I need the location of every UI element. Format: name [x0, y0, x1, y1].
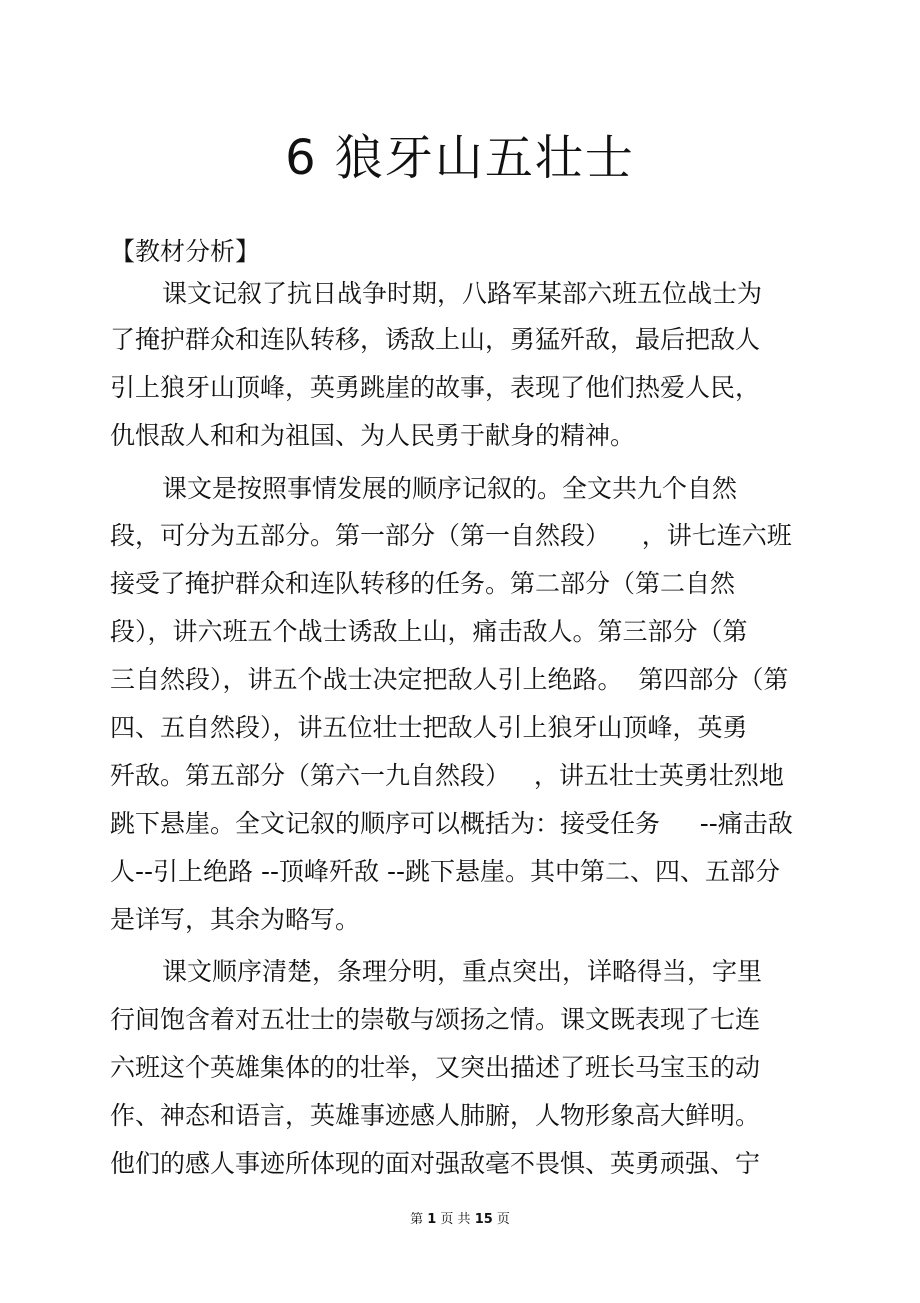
- paragraph-line: 了掩护群众和连队转移，诱敌上山，勇猛歼敌，最后把敌人: [110, 325, 761, 354]
- paragraph-line: 是详写，其余为略写。: [110, 905, 361, 934]
- paragraph-line: 段，可分为五部分。第一部分（第一自然段） ，讲七连六班: [110, 521, 792, 550]
- paragraph-line: 课文记叙了抗日战争时期，八路军某部六班五位战士为: [162, 279, 763, 308]
- current-page-number: 1: [427, 1212, 437, 1227]
- paragraph-line: 歼敌。第五部分（第六一九自然段） ，讲五壮士英勇壮烈地: [110, 761, 784, 790]
- total-pages-number: 15: [474, 1212, 493, 1227]
- paragraph-line: 人--引上绝路 --顶峰歼敌 --跳下悬崖。其中第二、四、五部分: [110, 857, 781, 886]
- section-heading: 【教材分析】: [110, 237, 261, 266]
- paragraph-line: 三自然段），讲五个战士决定把敌人引上绝路。 第四部分（第: [110, 665, 789, 694]
- paragraph-line: 课文顺序清楚，条理分明，重点突出，详略得当，字里: [162, 957, 763, 986]
- paragraph-line: 跳下悬崖。全文记叙的顺序可以概括为：接受任务 --痛击敌: [110, 809, 793, 838]
- footer-middle: 页 共: [440, 1212, 471, 1227]
- paragraph-line: 他们的感人事迹所体现的面对强敌毫不畏惧、英勇顽强、宁: [110, 1149, 761, 1178]
- paragraph-line: 行间饱含着对五壮士的崇敬与颂扬之情。课文既表现了七连: [110, 1005, 761, 1034]
- paragraph-line: 段），讲六班五个战士诱敌上山，痛击敌人。第三部分（第: [110, 617, 748, 646]
- document-title: 6 狼牙山五壮士: [285, 130, 635, 186]
- page-footer: [0, 1210, 920, 1230]
- paragraph-line: 作、神态和语言，英雄事迹感人肺腑，人物形象高大鲜明。: [110, 1101, 761, 1130]
- footer-prefix: 第: [410, 1212, 424, 1227]
- paragraph-line: 六班这个英雄集体的的壮举，又突出描述了班长马宝玉的动: [110, 1053, 761, 1082]
- paragraph-line: 接受了掩护群众和连队转移的任务。第二部分（第二自然: [110, 569, 736, 598]
- paragraph-line: 四、五自然段），讲五位壮士把敌人引上狼牙山顶峰，英勇: [110, 713, 748, 742]
- paragraph-line: 仇恨敌人和和为祖国、为人民勇于献身的精神。: [110, 421, 636, 450]
- paragraph-line: 课文是按照事情发展的顺序记叙的。全文共九个自然: [162, 474, 738, 503]
- paragraph-line: 引上狼牙山顶峰，英勇跳崖的故事，表现了他们热爱人民，: [110, 373, 761, 402]
- footer-suffix: 页: [496, 1212, 510, 1227]
